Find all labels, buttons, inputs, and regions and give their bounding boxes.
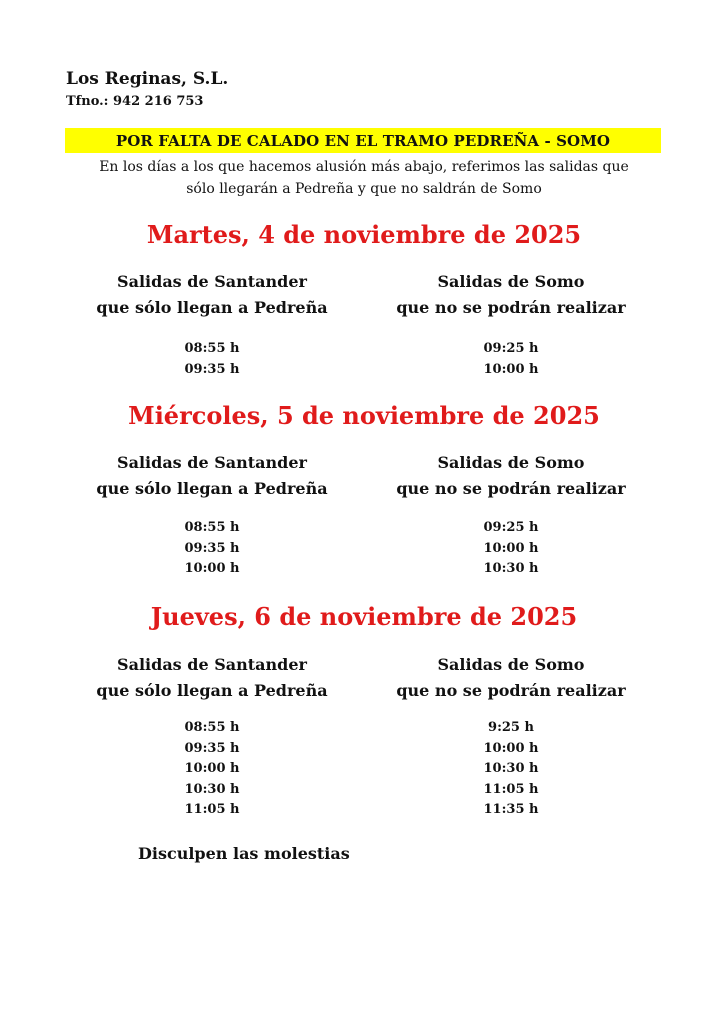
notice-text-line-1: En los días a los que hacemos alusión más abajo, referimos las salidas que <box>99 159 629 175</box>
somo-heading <box>361 269 661 321</box>
santander-heading-line-1: Salidas de Santander <box>117 453 307 472</box>
santander-heading <box>62 269 362 321</box>
apology-note: Disculpen las molestias <box>138 844 350 863</box>
cancelled-time: 10:30 h <box>483 561 539 576</box>
departure-time: 09:35 h <box>184 740 240 756</box>
day-title: Miércoles, 5 de noviembre de 2025 <box>128 401 600 430</box>
santander-times-list <box>132 718 292 821</box>
company-phone: Tfno.: 942 216 753 <box>66 94 204 109</box>
santander-times-list <box>132 518 292 580</box>
departure-time: 08:55 h <box>184 520 240 535</box>
notice-banner: POR FALTA DE CALADO EN EL TRAMO PEDREÑA - SOMO <box>65 128 661 153</box>
cancelled-time: 11:05 h <box>483 781 539 797</box>
departure-time: 11:05 h <box>184 802 240 817</box>
cancelled-time: 10:00 h <box>483 740 539 756</box>
departure-time: 10:00 h <box>184 761 240 776</box>
somo-heading <box>361 450 661 502</box>
somo-times-list <box>431 718 591 821</box>
departure-time: 10:30 h <box>184 781 240 797</box>
cancelled-time: 09:25 h <box>483 520 539 535</box>
somo-heading-line-1: Salidas de Somo <box>437 272 585 291</box>
somo-heading-line-1: Salidas de Somo <box>437 655 585 674</box>
somo-heading-line-2: que no se podrán realizar <box>396 298 626 317</box>
cancelled-time: 10:00 h <box>483 361 539 377</box>
notice-text-line-2: sólo llegarán a Pedreña y que no saldrán de Somo <box>186 181 542 197</box>
santander-heading-line-1: Salidas de Santander <box>117 655 307 674</box>
departure-time: 09:35 h <box>184 361 240 377</box>
departure-time: 09:35 h <box>184 540 240 556</box>
somo-times-list <box>431 339 591 380</box>
santander-heading <box>62 652 362 704</box>
santander-heading-line-2: que sólo llegan a Pedreña <box>96 298 328 317</box>
day-title: Jueves, 6 de noviembre de 2025 <box>150 602 578 631</box>
departure-time: 08:55 h <box>184 720 240 735</box>
santander-times-list <box>132 339 292 380</box>
cancelled-time: 09:25 h <box>483 341 539 356</box>
day-title: Martes, 4 de noviembre de 2025 <box>146 220 582 249</box>
company-name: Los Reginas, S.L. <box>66 69 229 89</box>
somo-heading-line-1: Salidas de Somo <box>437 453 585 472</box>
cancelled-time: 11:35 h <box>483 802 539 817</box>
santander-heading-line-1: Salidas de Santander <box>117 272 307 291</box>
santander-heading-line-2: que sólo llegan a Pedreña <box>96 479 328 498</box>
somo-heading <box>361 652 661 704</box>
santander-heading <box>62 450 362 502</box>
santander-heading-line-2: que sólo llegan a Pedreña <box>96 681 328 700</box>
somo-heading-line-2: que no se podrán realizar <box>396 681 626 700</box>
departure-time: 10:00 h <box>184 561 240 576</box>
cancelled-time: 10:30 h <box>483 761 539 776</box>
cancelled-time: 10:00 h <box>483 540 539 556</box>
departure-time: 08:55 h <box>184 341 240 356</box>
cancelled-time: 9:25 h <box>488 720 534 735</box>
somo-heading-line-2: que no se podrán realizar <box>396 479 626 498</box>
somo-times-list <box>431 518 591 580</box>
